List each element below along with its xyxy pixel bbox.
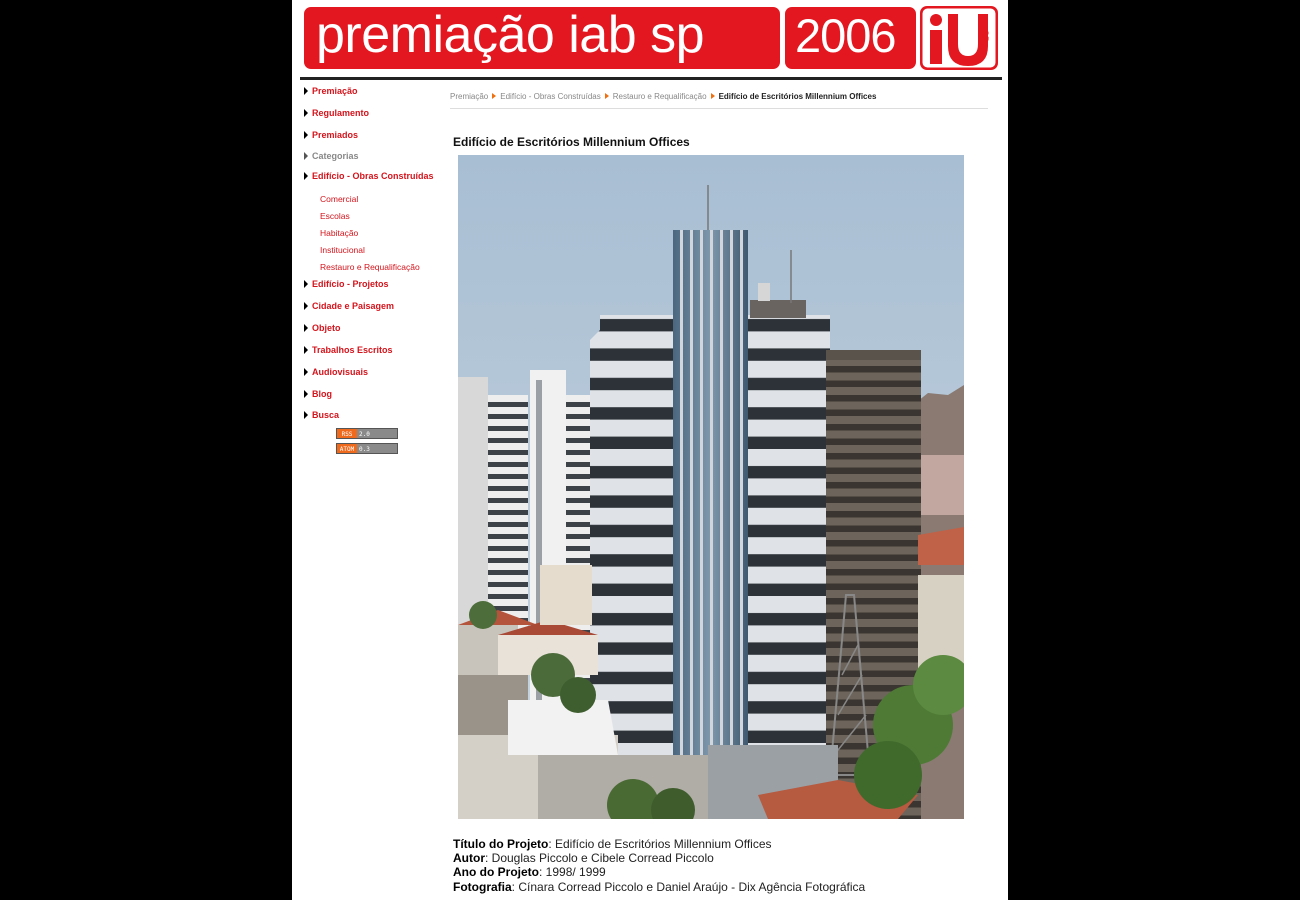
sidebar-item-busca[interactable]: Busca xyxy=(304,410,339,420)
arrow-right-icon xyxy=(304,152,308,160)
sidebar-item-regulamento[interactable]: Regulamento xyxy=(304,108,369,118)
breadcrumb-current: Edifício de Escritórios Millennium Offices xyxy=(718,92,877,101)
arrow-right-icon xyxy=(304,302,308,310)
sidebar-subitem-restauro[interactable]: Restauro e Requalificação xyxy=(320,262,420,272)
header-divider xyxy=(300,77,1002,80)
sidebar-item-trabalhos-escritos[interactable]: Trabalhos Escritos xyxy=(304,345,393,355)
info-row-ano: Ano do Projeto: 1998/ 1999 xyxy=(453,865,606,880)
sidebar-item-blog[interactable]: Blog xyxy=(304,389,332,399)
info-row-fotografia: Fotografia: Cínara Corread Piccolo e Daniel Araújo - Dix Agência Fotográfica xyxy=(453,879,866,894)
sidebar-item-premiados[interactable]: Premiados xyxy=(304,130,358,140)
breadcrumb-item-edificio-obras[interactable]: Edifício - Obras Construídas xyxy=(500,92,601,101)
sidebar-item-edificio-obras[interactable]: Edifício - Obras Construídas xyxy=(304,171,434,181)
arrow-right-icon xyxy=(304,131,308,139)
arrow-right-icon xyxy=(304,172,308,180)
arrow-right-icon xyxy=(304,411,308,419)
project-info xyxy=(453,837,865,894)
info-row-titulo: Título do Projeto: Edifício de Escritórios Millennium Offices xyxy=(453,837,772,851)
sidebar-subitem-comercial[interactable]: Comercial xyxy=(320,194,359,204)
page xyxy=(292,0,1008,900)
iab-sp-logo-icon[interactable] xyxy=(920,6,998,70)
sidebar-item-objeto[interactable]: Objeto xyxy=(304,323,341,333)
arrow-right-icon xyxy=(304,87,308,95)
breadcrumb-item-premiacao[interactable]: Premiação xyxy=(450,92,489,101)
sidebar-subitem-institucional[interactable]: Institucional xyxy=(320,245,365,255)
arrow-right-icon xyxy=(492,93,496,99)
header-title-banner[interactable] xyxy=(304,7,780,69)
header-year: 2006 xyxy=(795,9,896,62)
sidebar-subitem-habitacao[interactable]: Habitação xyxy=(320,228,359,238)
header-year-banner xyxy=(785,7,916,69)
arrow-right-icon xyxy=(605,93,609,99)
sidebar-subitem-escolas[interactable]: Escolas xyxy=(320,211,350,221)
arrow-right-icon xyxy=(304,109,308,117)
page-title: Edifício de Escritórios Millennium Offices xyxy=(453,135,690,149)
arrow-right-icon xyxy=(304,368,308,376)
sidebar-item-cidade-paisagem[interactable]: Cidade e Paisagem xyxy=(304,301,394,311)
rss-feed-badge[interactable]: RSS 2.0 xyxy=(336,428,398,439)
svg-text:SP: SP xyxy=(980,30,990,43)
atom-feed-badge[interactable]: ATOM 0.3 xyxy=(336,443,398,454)
header-title: premiação iab sp xyxy=(316,6,704,64)
arrow-right-icon xyxy=(304,280,308,288)
arrow-right-icon xyxy=(711,93,715,99)
breadcrumb-item-restauro[interactable]: Restauro e Requalificação xyxy=(612,92,707,101)
arrow-right-icon xyxy=(304,324,308,332)
arrow-right-icon xyxy=(304,390,308,398)
info-row-autor: Autor: Douglas Piccolo e Cibele Corread Piccolo xyxy=(453,851,714,866)
sidebar-item-audiovisuais[interactable]: Audiovisuais xyxy=(304,367,368,377)
breadcrumb xyxy=(450,92,988,109)
sidebar-item-edificio-projetos[interactable]: Edifício - Projetos xyxy=(304,279,389,289)
building-photo xyxy=(458,155,964,819)
arrow-right-icon xyxy=(304,346,308,354)
sidebar-item-categorias: Categorias xyxy=(304,151,359,161)
sidebar-item-premiacao[interactable]: Premiação xyxy=(304,86,358,96)
